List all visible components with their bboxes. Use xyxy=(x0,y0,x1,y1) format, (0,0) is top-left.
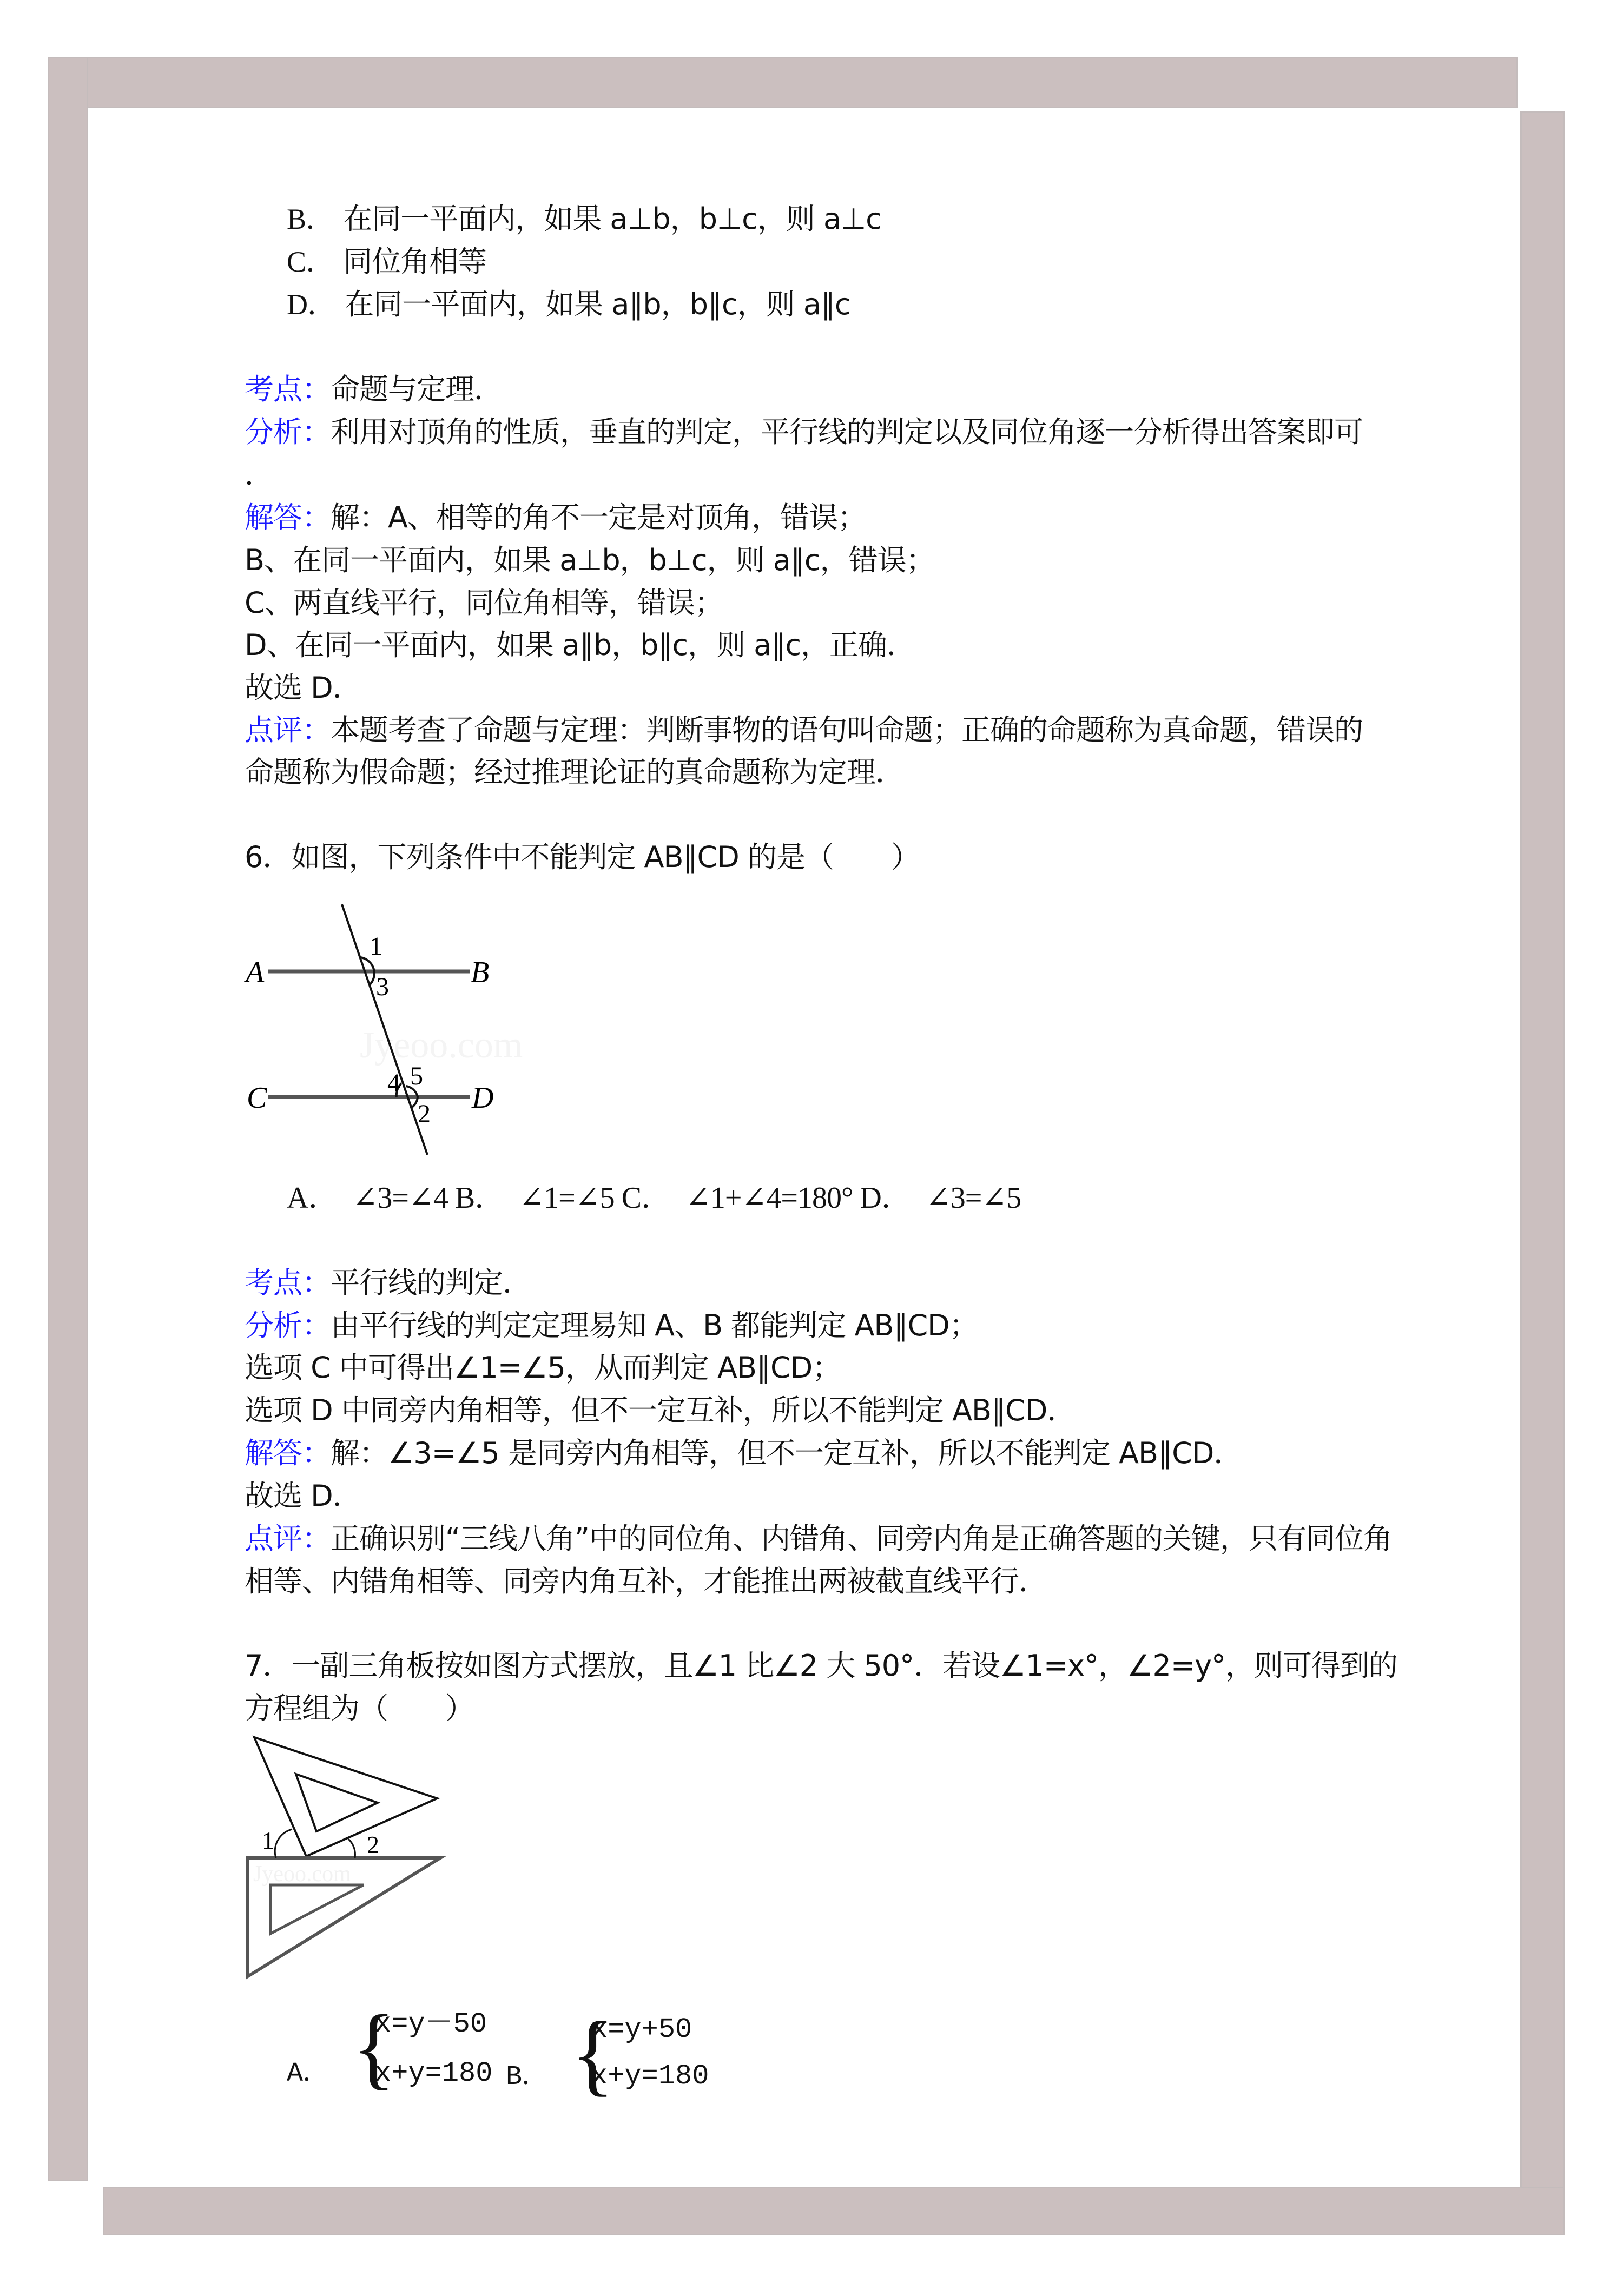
q6-fenxi-line xyxy=(245,1349,841,1387)
q5-fenxi xyxy=(245,413,1363,451)
fenxi-line: 选项 D 中同旁内角相等，但不一定互补，所以不能判定 AB∥CD． xyxy=(245,1393,1076,1427)
jieda-line: C、两直线平行，同位角相等，错误； xyxy=(245,586,723,620)
point-label-a: A xyxy=(246,956,265,989)
q5-option-d xyxy=(287,286,850,323)
jieda-label: 解答： xyxy=(245,1436,331,1470)
option-letter: C． xyxy=(287,246,335,278)
jieda-text: 解：∠3=∠5 是同旁内角相等，但不一定互补，所以不能判定 AB∥CD． xyxy=(331,1436,1243,1470)
jieda-line: 解：A、相等的角不一定是对顶角，错误； xyxy=(331,500,866,534)
frame-left-bar xyxy=(48,57,88,2181)
dianping-line: 正确识别“三线八角”中的同位角、内错角、同旁内角是正确答题的关键，只有同位角 xyxy=(331,1521,1392,1556)
kaodian-text: 平行线的判定． xyxy=(331,1266,531,1300)
q6-jieda xyxy=(245,1434,1242,1472)
kaodian-label: 考点： xyxy=(245,1266,331,1300)
q5-jieda xyxy=(245,499,866,537)
option-text: 在同一平面内，如果 a∥b，b∥c，则 a∥c xyxy=(345,287,850,321)
jieda-line: B、在同一平面内，如果 a⊥b，b⊥c，则 a∥c，错误； xyxy=(245,543,935,577)
fenxi-text: 由平行线的判定定理易知 A、B 都能判定 AB∥CD； xyxy=(331,1308,978,1342)
q6-fenxi-line xyxy=(245,1392,1076,1430)
left-brace-icon: { xyxy=(571,2003,615,2105)
q5-jieda-line xyxy=(245,584,723,622)
angle-label-2: 2 xyxy=(418,1100,431,1128)
question-stem: 6．如图，下列条件中不能判定 AB∥CD 的是（ ） xyxy=(245,840,920,874)
q6-kaodian xyxy=(245,1264,531,1302)
q7-set-squares-figure xyxy=(233,1720,481,1990)
jieda-line: D、在同一平面内，如果 a∥b，b∥c，则 a∥c，正确． xyxy=(245,628,916,662)
point-label-d: D xyxy=(472,1081,494,1115)
option-letter: B． xyxy=(287,203,335,235)
option-letter: B． xyxy=(506,2062,549,2093)
fenxi-text: 利用对顶角的性质，垂直的判定，平行线的判定以及同位角逐一分析得出答案即可 xyxy=(331,415,1363,449)
frame-bottom-bar xyxy=(103,2187,1565,2235)
fenxi-label: 分析： xyxy=(245,415,331,449)
equation-2: x+y=180 xyxy=(591,2060,709,2092)
q5-option-b xyxy=(287,200,881,238)
equation-2: x+y=180 xyxy=(374,2057,493,2089)
angle-label-4: 4 xyxy=(387,1069,400,1097)
frame-top-bar xyxy=(48,57,1518,108)
dianping-line: 命题称为假命题；经过推理论证的真命题称为定理． xyxy=(245,755,904,789)
q6-stem xyxy=(245,838,920,876)
angle-label-1: 1 xyxy=(262,1827,274,1854)
option-letter: A． xyxy=(287,2059,329,2089)
kaodian-text: 命题与定理． xyxy=(331,372,503,406)
q5-dianping xyxy=(245,711,1363,749)
left-brace-icon: { xyxy=(352,1996,396,2098)
q5-fenxi-cont xyxy=(245,456,273,494)
point-label-b: B xyxy=(471,956,490,989)
frame-right-bar xyxy=(1520,111,1565,2235)
q5-option-c xyxy=(287,243,486,281)
angle-label-1: 1 xyxy=(370,932,382,961)
dianping-label: 点评： xyxy=(245,713,331,747)
angle-label-2: 2 xyxy=(367,1831,379,1858)
dianping-label: 点评： xyxy=(245,1521,331,1556)
equation-1: x=y+50 xyxy=(591,2014,692,2046)
watermark: Jyeoo.com xyxy=(360,1024,523,1066)
option-text: 同位角相等 xyxy=(343,244,487,279)
q5-jieda-line xyxy=(245,626,915,664)
q6-answer xyxy=(245,1477,361,1515)
q6-fenxi xyxy=(245,1307,978,1345)
q6-options xyxy=(287,1179,1021,1217)
q6-dianping xyxy=(245,1520,1392,1558)
kaodian-label: 考点： xyxy=(245,372,331,406)
option-text: 在同一平面内，如果 a⊥b，b⊥c，则 a⊥c xyxy=(343,202,881,236)
q6-dianping-line xyxy=(245,1563,1047,1600)
answer-text: 故选 D． xyxy=(245,1479,361,1513)
angle-label-5: 5 xyxy=(410,1062,423,1090)
options-text: A． ∠3=∠4 B． ∠1=∠5 C． ∠1+∠4=180° D． ∠3=∠5 xyxy=(287,1181,1021,1215)
jieda-label: 解答： xyxy=(245,500,331,534)
watermark: Jyeoo.com xyxy=(253,1862,351,1887)
fenxi-line: 选项 C 中可得出∠1=∠5，从而判定 AB∥CD； xyxy=(245,1351,841,1385)
q6-parallel-lines-figure xyxy=(238,892,682,1163)
equation-1: x=y－50 xyxy=(374,2008,487,2040)
fenxi-cont: ． xyxy=(245,458,273,492)
angle-label-3: 3 xyxy=(376,972,389,1001)
dianping-line: 相等、内错角相等、同旁内角互补，才能推出两被截直线平行． xyxy=(245,1564,1047,1598)
point-label-c: C xyxy=(247,1081,267,1115)
q7-stem-line1 xyxy=(245,1647,1397,1685)
option-letter: D． xyxy=(287,288,336,321)
question-stem: 7．一副三角板按如图方式摆放，且∠1 比∠2 大 50°．若设∠1=x°，∠2=y°，则可得到的 xyxy=(245,1649,1398,1683)
answer-text: 故选 D． xyxy=(245,671,361,705)
dianping-line: 本题考查了命题与定理：判断事物的语句叫命题；正确的命题称为真命题，错误的 xyxy=(331,713,1363,747)
fenxi-label: 分析： xyxy=(245,1308,331,1342)
q5-answer xyxy=(245,669,361,707)
q5-kaodian xyxy=(245,370,503,408)
q5-jieda-line xyxy=(245,541,935,579)
q5-dianping-line xyxy=(245,753,904,791)
question-stem: 方程组为（ ） xyxy=(245,1691,474,1725)
